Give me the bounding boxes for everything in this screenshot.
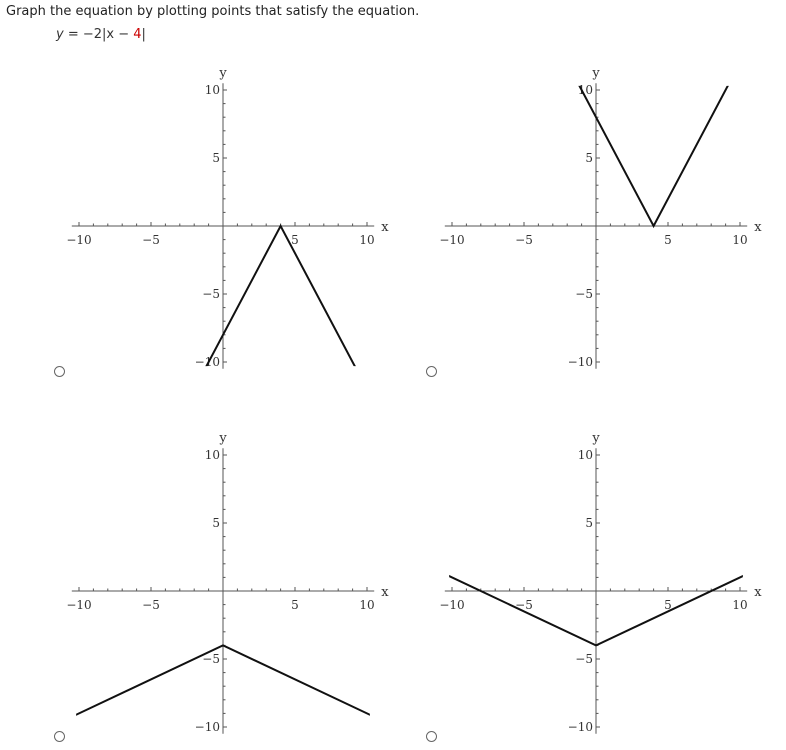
y-tick-label: −10 [194, 355, 220, 369]
y-axis-label: y [592, 431, 600, 447]
y-axis-label: y [219, 66, 227, 82]
equation-highlight: 4 [133, 27, 142, 42]
y-tick-label: 10 [577, 448, 593, 462]
y-tick-label: 10 [577, 83, 593, 97]
x-tick-label: −10 [439, 598, 465, 612]
y-tick-label: −5 [202, 652, 220, 666]
radio-option-d[interactable] [426, 731, 437, 742]
series-line [200, 226, 361, 378]
y-tick-label: −5 [575, 652, 593, 666]
x-tick-label: −5 [515, 233, 533, 247]
x-axis-label: x [381, 585, 389, 600]
x-tick-label: −5 [142, 233, 160, 247]
x-tick-label: 10 [359, 598, 375, 612]
x-tick-label: −5 [142, 598, 160, 612]
y-tick-label: 5 [585, 516, 593, 530]
equation-suffix: | [141, 27, 146, 42]
y-tick-label: −5 [202, 287, 220, 301]
y-tick-label: −5 [575, 287, 593, 301]
graph-option-b [423, 50, 763, 375]
radio-option-c[interactable] [54, 731, 65, 742]
question-text: Graph the equation by plotting points that satisfy the equation. [6, 4, 420, 19]
y-tick-label: 5 [585, 151, 593, 165]
graph-option-c [50, 415, 390, 740]
equation-coefficient: −2|x − [82, 27, 134, 42]
series-line [573, 74, 734, 226]
x-tick-label: 5 [291, 598, 299, 612]
graph-option-d [423, 415, 763, 740]
x-tick-label: 10 [732, 233, 748, 247]
radio-option-b[interactable] [426, 366, 437, 377]
y-tick-label: 10 [204, 83, 220, 97]
radio-option-a[interactable] [54, 366, 65, 377]
x-tick-label: −10 [66, 233, 92, 247]
y-tick-label: 5 [212, 516, 220, 530]
equation-prefix: y = [56, 27, 83, 42]
y-tick-label: 5 [212, 151, 220, 165]
y-tick-label: −10 [567, 720, 593, 734]
x-tick-label: 5 [664, 233, 672, 247]
x-tick-label: −10 [439, 233, 465, 247]
x-tick-label: 5 [664, 598, 672, 612]
x-axis-label: x [754, 585, 762, 600]
x-tick-label: 5 [291, 233, 299, 247]
y-axis-label: y [592, 66, 600, 82]
y-tick-label: 10 [204, 448, 220, 462]
x-tick-label: −10 [66, 598, 92, 612]
y-tick-label: −10 [567, 355, 593, 369]
y-axis-label: y [219, 431, 227, 447]
x-tick-label: 10 [732, 598, 748, 612]
y-tick-label: −10 [194, 720, 220, 734]
graph-option-a [50, 50, 390, 375]
x-tick-label: 10 [359, 233, 375, 247]
x-axis-label: x [381, 220, 389, 235]
equation-text [56, 27, 146, 42]
x-tick-label: −5 [515, 598, 533, 612]
x-axis-label: x [754, 220, 762, 235]
